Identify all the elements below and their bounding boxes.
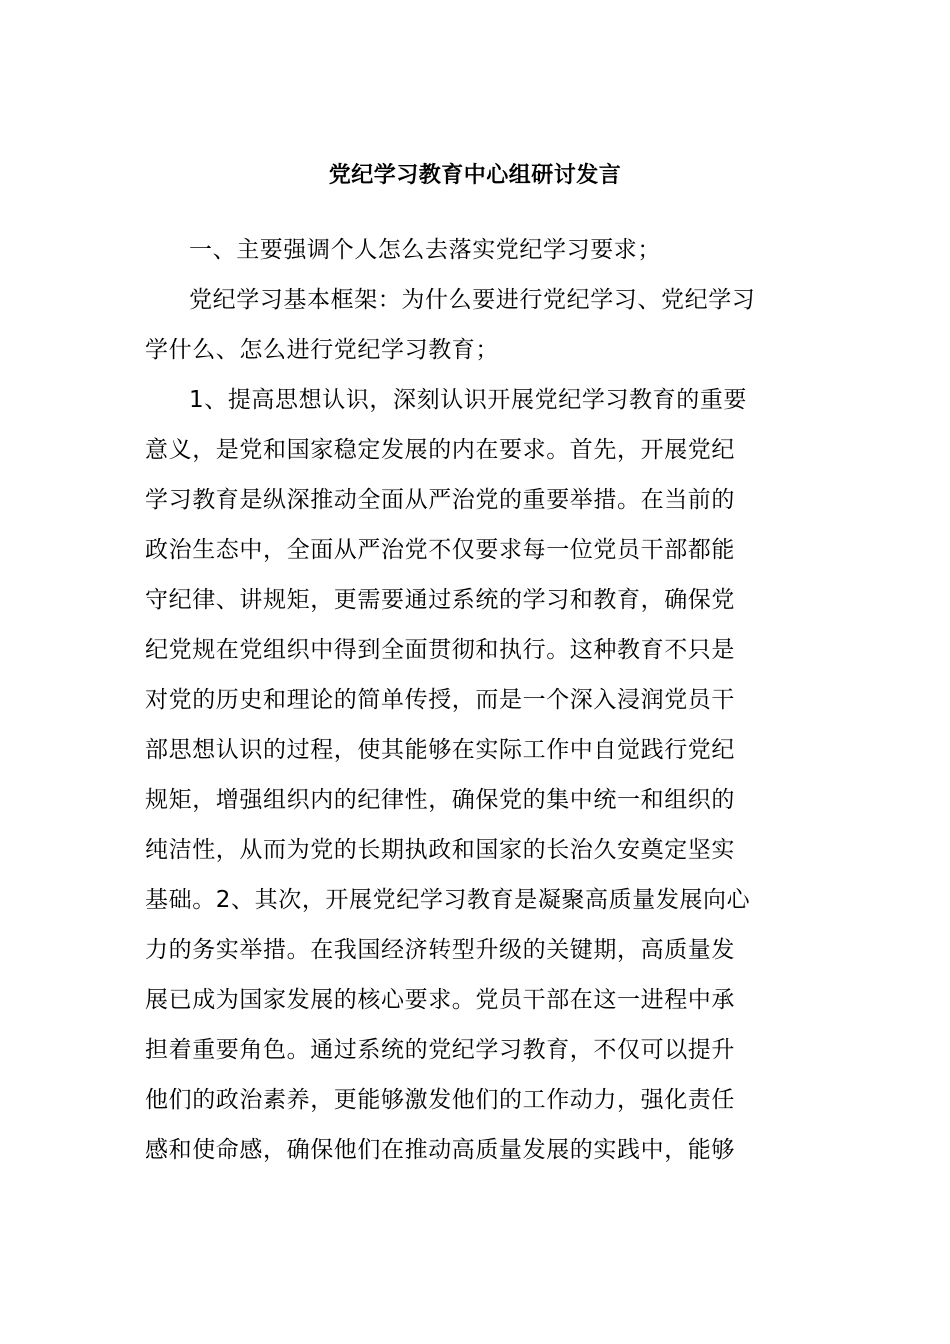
text-line: 守纪律、讲规矩，更需要通过系统的学习和教育，确保党 xyxy=(145,587,735,613)
text-line: 意义，是党和国家稳定发展的内在要求。首先，开展党纪 xyxy=(145,437,735,463)
text-line: 学什么、怎么进行党纪学习教育； xyxy=(145,337,499,363)
text-line: 规矩，增强组织内的纪律性，确保党的集中统一和组织的 xyxy=(145,787,735,813)
text-line: 展已成为国家发展的核心要求。党员干部在这一进程中承 xyxy=(145,987,735,1013)
text-line: 纯洁性，从而为党的长期执政和国家的长治久安奠定坚实 xyxy=(145,837,735,863)
text-line: 纪党规在党组织中得到全面贯彻和执行。这种教育不只是 xyxy=(145,637,735,663)
text-line: 部思想认识的过程，使其能够在实际工作中自觉践行党纪 xyxy=(145,737,735,763)
text-line: 他们的政治素养，更能够激发他们的工作动力，强化责任 xyxy=(145,1087,735,1113)
document-title: 党纪学习教育中心组研讨发言 xyxy=(328,163,622,188)
text-line: 感和使命感，确保他们在推动高质量发展的实践中，能够 xyxy=(145,1137,735,1163)
text-line: 党纪学习基本框架：为什么要进行党纪学习、党纪学习 xyxy=(189,287,756,313)
text-line: 担着重要角色。通过系统的党纪学习教育，不仅可以提升 xyxy=(145,1037,735,1063)
text-line: 政治生态中，全面从严治党不仅要求每一位党员干部都能 xyxy=(145,537,735,563)
text-line: 一、主要强调个人怎么去落实党纪学习要求； xyxy=(189,237,661,263)
text-line: 力的务实举措。在我国经济转型升级的关键期，高质量发 xyxy=(145,937,735,963)
text-line: 1、提高思想认识，深刻认识开展党纪学习教育的重要 xyxy=(189,387,748,413)
text-line: 基础。2、其次，开展党纪学习教育是凝聚高质量发展向心 xyxy=(145,887,751,913)
text-line: 对党的历史和理论的简单传授，而是一个深入浸润党员干 xyxy=(145,687,735,713)
text-line: 学习教育是纵深推动全面从严治党的重要举措。在当前的 xyxy=(145,487,735,513)
